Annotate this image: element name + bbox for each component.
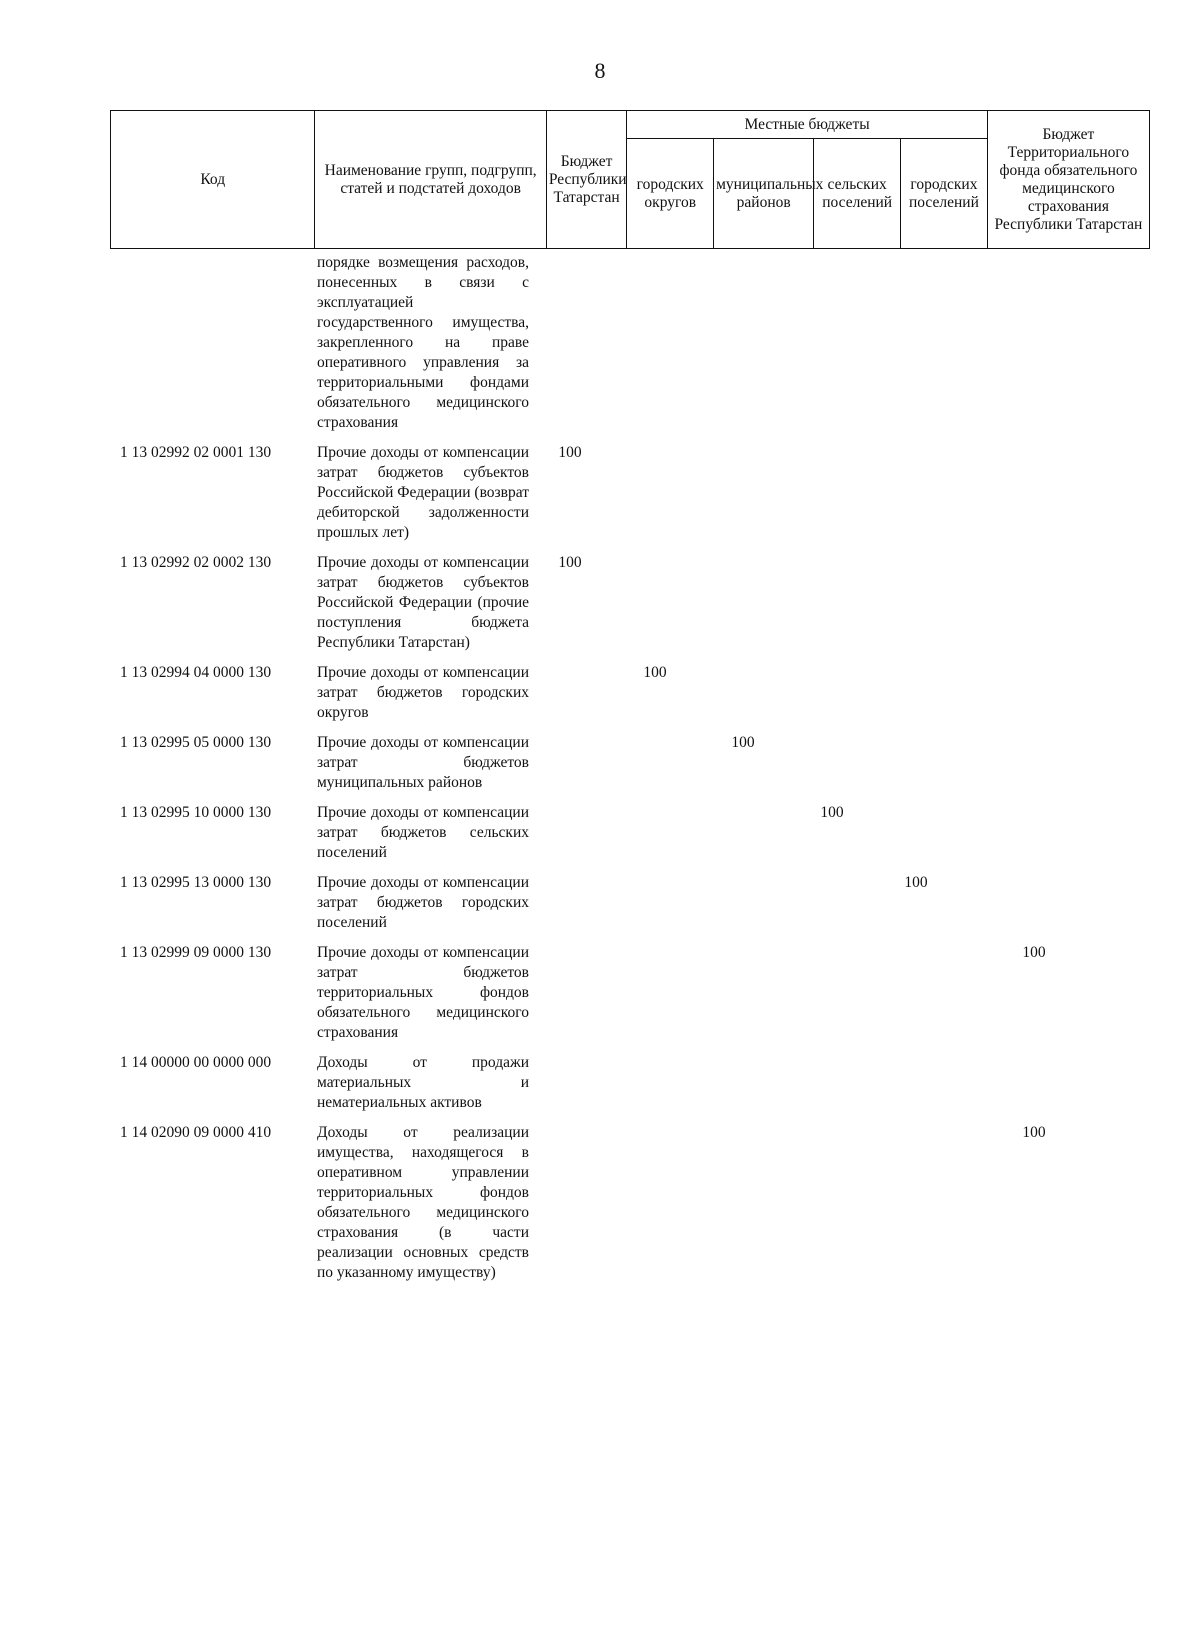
table-header — [110, 110, 1150, 249]
table-row — [110, 1053, 1150, 1113]
republic-value: 100 — [558, 444, 582, 461]
row-name: Прочие доходы от компенсации затрат бюджетов сельских поселений — [317, 804, 529, 861]
row-name: Доходы от реализации имущества, находящегося в оперативном управлении территориальных фондов обязательного медицинского страхования (в части реализации основных средств по указанному имуществу) — [317, 1124, 529, 1281]
row-name: Прочие доходы от компенсации затрат бюджетов субъектов Российской Федерации (возврат дебиторской задолженности прошлых лет) — [317, 444, 529, 541]
row-name: порядке возмещения расходов, понесенных в связи с эксплуатацией государственного имущества, закрепленного на праве оперативного управления за территориальными фондами обязательного медицинского страхования — [317, 254, 529, 431]
header-municipal-districts: муниципальных районов — [714, 139, 814, 249]
row-code: 1 14 00000 00 0000 000 — [120, 1054, 272, 1071]
table-row — [110, 663, 1150, 723]
table-body — [110, 253, 1150, 1293]
city-value: 100 — [643, 664, 667, 681]
table-row — [110, 253, 1150, 433]
page-number: 8 — [594, 58, 606, 83]
header-fund-budget: Бюджет Территориального фонда обязательного медицинского страхования Республики Татарстан — [987, 111, 1149, 249]
municipal-value: 100 — [731, 734, 755, 751]
row-name: Прочие доходы от компенсации затрат бюджетов городских округов — [317, 664, 529, 721]
row-code: 1 13 02995 13 0000 130 — [120, 874, 272, 891]
row-name: Прочие доходы от компенсации затрат бюджетов муниципальных районов — [317, 734, 529, 791]
header-city-districts: городских округов — [627, 139, 714, 249]
header-republic-budget: Бюджет Республики Татарстан — [546, 111, 627, 249]
rural-value: 100 — [820, 804, 844, 821]
republic-value: 100 — [558, 554, 582, 571]
table-row — [110, 553, 1150, 653]
row-code: 1 13 02992 02 0001 130 — [120, 444, 272, 461]
row-code: 1 13 02994 04 0000 130 — [120, 664, 272, 681]
table-row — [110, 443, 1150, 543]
header-urban-settlements: городских поселений — [901, 139, 988, 249]
table-row — [110, 1123, 1150, 1283]
table-row — [110, 873, 1150, 933]
table-row — [110, 943, 1150, 1043]
table-row — [110, 733, 1150, 793]
row-code: 1 13 02992 02 0002 130 — [120, 554, 272, 571]
header-local-budgets: Местные бюджеты — [627, 111, 987, 139]
urban-value: 100 — [904, 874, 928, 891]
row-code: 1 13 02995 05 0000 130 — [120, 734, 272, 751]
row-code: 1 13 02999 09 0000 130 — [120, 944, 272, 961]
header-code: Код — [111, 111, 315, 249]
table-row — [110, 803, 1150, 863]
row-name: Прочие доходы от компенсации затрат бюджетов городских поселений — [317, 874, 529, 931]
row-name: Доходы от продажи материальных и нематериальных активов — [317, 1054, 529, 1111]
row-code: 1 14 02090 09 0000 410 — [120, 1124, 272, 1141]
row-code: 1 13 02995 10 0000 130 — [120, 804, 272, 821]
row-name: Прочие доходы от компенсации затрат бюджетов территориальных фондов обязательного медицинского страхования — [317, 944, 529, 1041]
fund-value: 100 — [1022, 944, 1046, 961]
header-name: Наименование групп, подгрупп, статей и подстатей доходов — [315, 111, 546, 249]
header-rural-settlements: сельских поселений — [814, 139, 901, 249]
row-name: Прочие доходы от компенсации затрат бюджетов субъектов Российской Федерации (прочие поступления бюджета Республики Татарстан) — [317, 554, 529, 651]
fund-value: 100 — [1022, 1124, 1046, 1141]
